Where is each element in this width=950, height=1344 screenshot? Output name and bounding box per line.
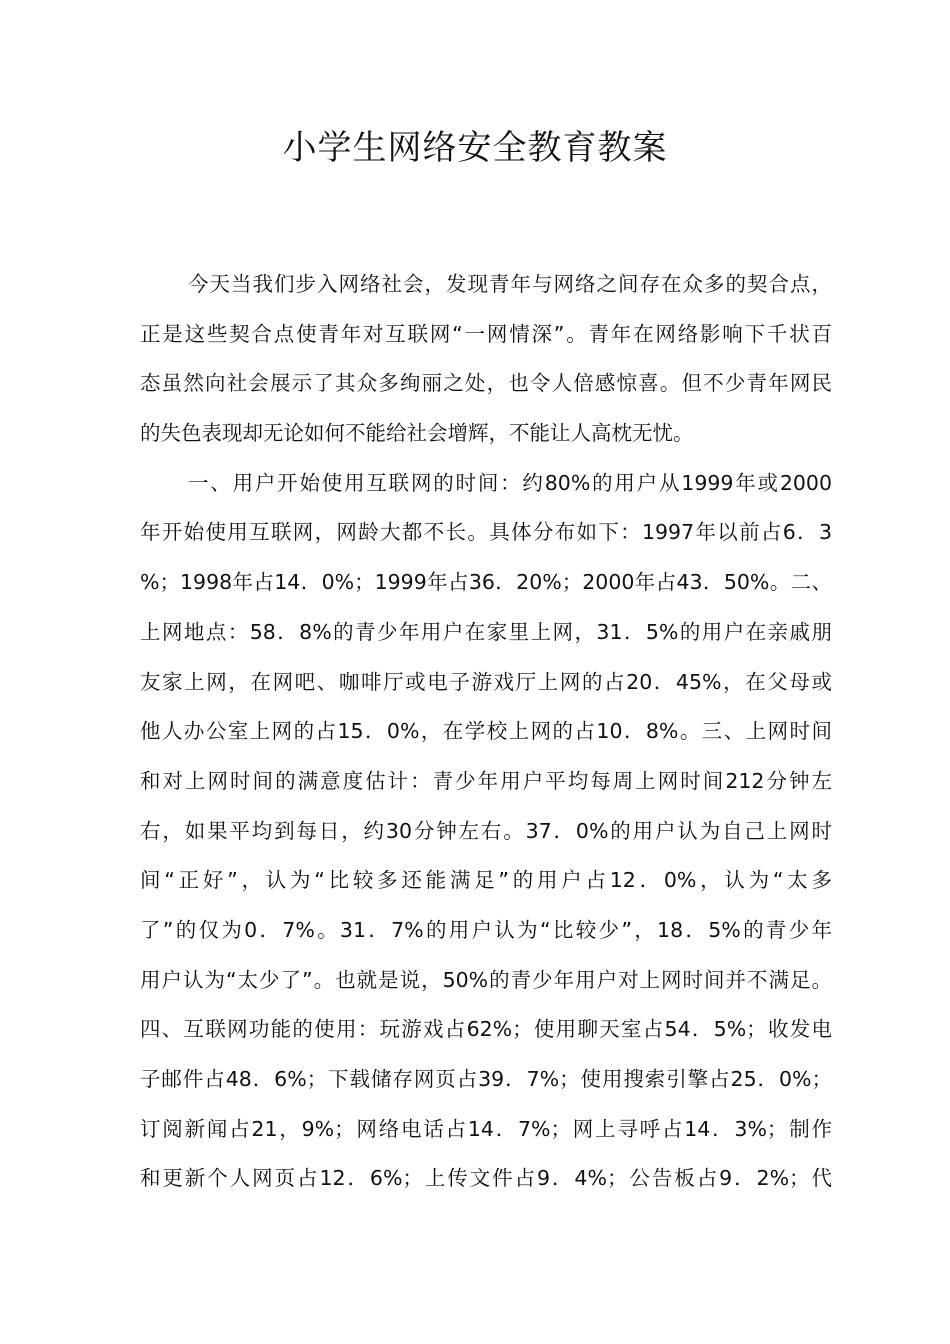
paragraph-line: 子邮件占48．6%；下载储存网页占39．7%；使用搜索引擎占25．0%；	[140, 1067, 832, 1091]
document-body	[140, 260, 832, 1204]
paragraph-line: 右，如果平均到每日，约30分钟左右。37．0%的用户认为自己上网时	[140, 818, 832, 843]
paragraph-line: 的失色表现却无论如何不能给社会增辉，不能让人高枕无忧。	[140, 421, 694, 446]
paragraph-line: 一、用户开始使用互联网的时间：约80%的用户从1999年或2000	[188, 470, 832, 495]
paragraph-line: 和对上网时间的满意度估计：青少年用户平均每周上网时间212分钟左	[140, 768, 832, 793]
paragraph-line: 态虽然向社会展示了其众多绚丽之处，也令人倍感惊喜。但不少青年网民	[140, 371, 832, 396]
paragraph-line: 今天当我们步入网络社会，发现青年与网络之间存在众多的契合点，	[188, 272, 832, 296]
paragraph-line: 正是这些契合点使青年对互联网“一网情深”。青年在网络影响下千状百	[140, 321, 832, 346]
paragraph-line: 间“正好”，认为“比较多还能满足”的用户占12．0%，认为“太多	[140, 868, 832, 893]
paragraph-line: 上网地点：58．8%的青少年用户在家里上网，31．5%的用户在亲戚朋	[140, 619, 832, 644]
paragraph-line: 用户认为“太少了”。也就是说，50%的青少年用户对上网时间并不满足。	[140, 967, 832, 992]
paragraph-line: 四、互联网功能的使用：玩游戏占62%；使用聊天室占54．5%；收发电	[140, 1017, 832, 1042]
document-title: 小学生网络安全教育教案	[282, 128, 668, 168]
paragraph-line: %；1998年占14．0%；1999年占36．20%；2000年占43．50%。二、	[140, 570, 832, 595]
paragraph-line: 和更新个人网页占12．6%；上传文件占9．4%；公告板占9．2%；代	[140, 1166, 832, 1191]
paragraph-line: 订阅新闻占21，9%；网络电话占14．7%；网上寻呼占14．3%；制作	[140, 1116, 832, 1141]
paragraph-line: 友家上网，在网吧、咖啡厅或电子游戏厅上网的占20．45%，在父母或	[140, 669, 832, 694]
paragraph-line: 了”的仅为0．7%。31．7%的用户认为“比较少”，18．5%的青少年	[140, 917, 832, 942]
paragraph-line: 他人办公室上网的占15．0%，在学校上网的占10．8%。三、上网时间	[140, 719, 832, 744]
paragraph-line: 年开始使用互联网，网龄大都不长。具体分布如下：1997年以前占6．3	[140, 520, 832, 545]
